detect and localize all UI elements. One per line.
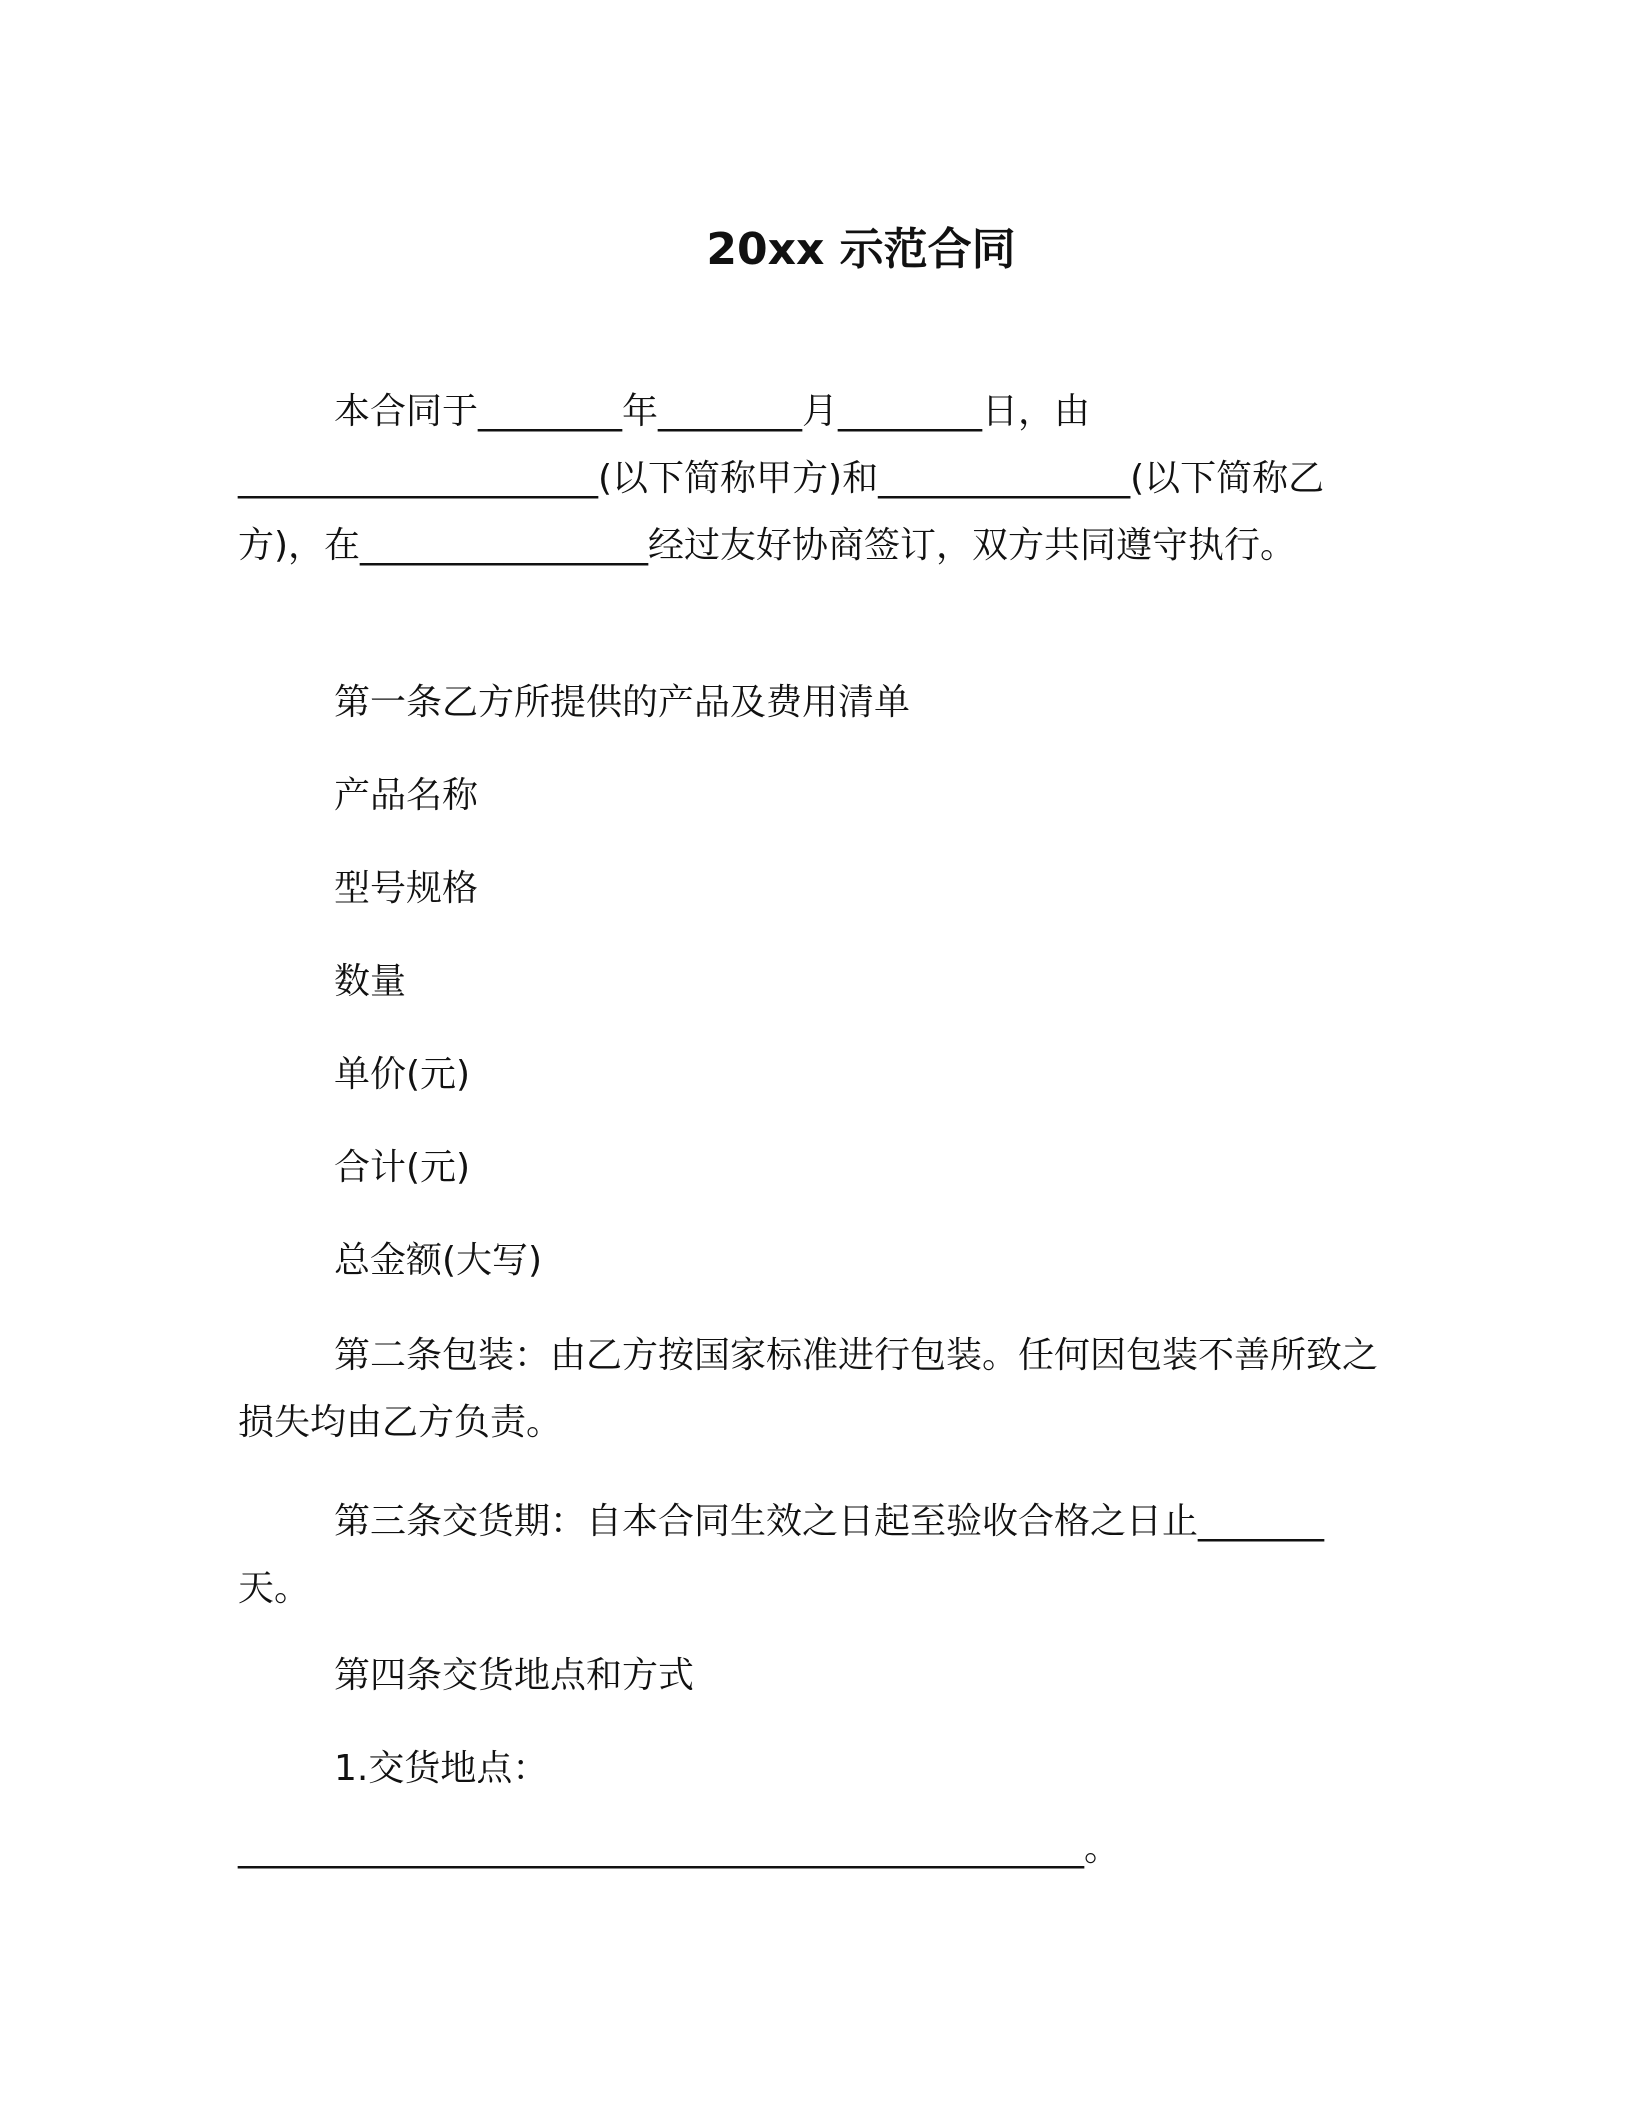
document-title: 20xx 示范合同 [706, 224, 1016, 275]
article-1-item-total-amount: 总金额(大写) [334, 1240, 543, 1281]
article-1-item-product-name: 产品名称 [334, 775, 479, 816]
intro-paragraph: 本合同于________年________月________日，由____________________(以下简称甲方)和______________(以下简称乙方)，在________________经过友好协商签订，双方共同遵守执行。 [238, 391, 1325, 566]
article-3-paragraph: 第三条交货期：自本合同生效之日起至验收合格之日止_______天。 [238, 1501, 1325, 1609]
article-1-item-subtotal: 合计(元) [334, 1147, 471, 1188]
article-1-item-quantity: 数量 [334, 961, 407, 1002]
article-4-item-1: 1.交货地点： [334, 1748, 549, 1789]
article-1-item-model-spec: 型号规格 [334, 868, 479, 909]
article-1-heading: 第一条乙方所提供的产品及费用清单 [334, 682, 911, 723]
article-4-heading: 第四条交货地点和方式 [334, 1655, 695, 1696]
article-4-delivery-place-blank: _______________________________________________。 [238, 1828, 1120, 1869]
article-2-paragraph: 第二条包装：由乙方按国家标准进行包装。任何因包装不善所致之损失均由乙方负责。 [238, 1335, 1379, 1443]
article-1-item-unit-price: 单价(元) [334, 1054, 471, 1095]
